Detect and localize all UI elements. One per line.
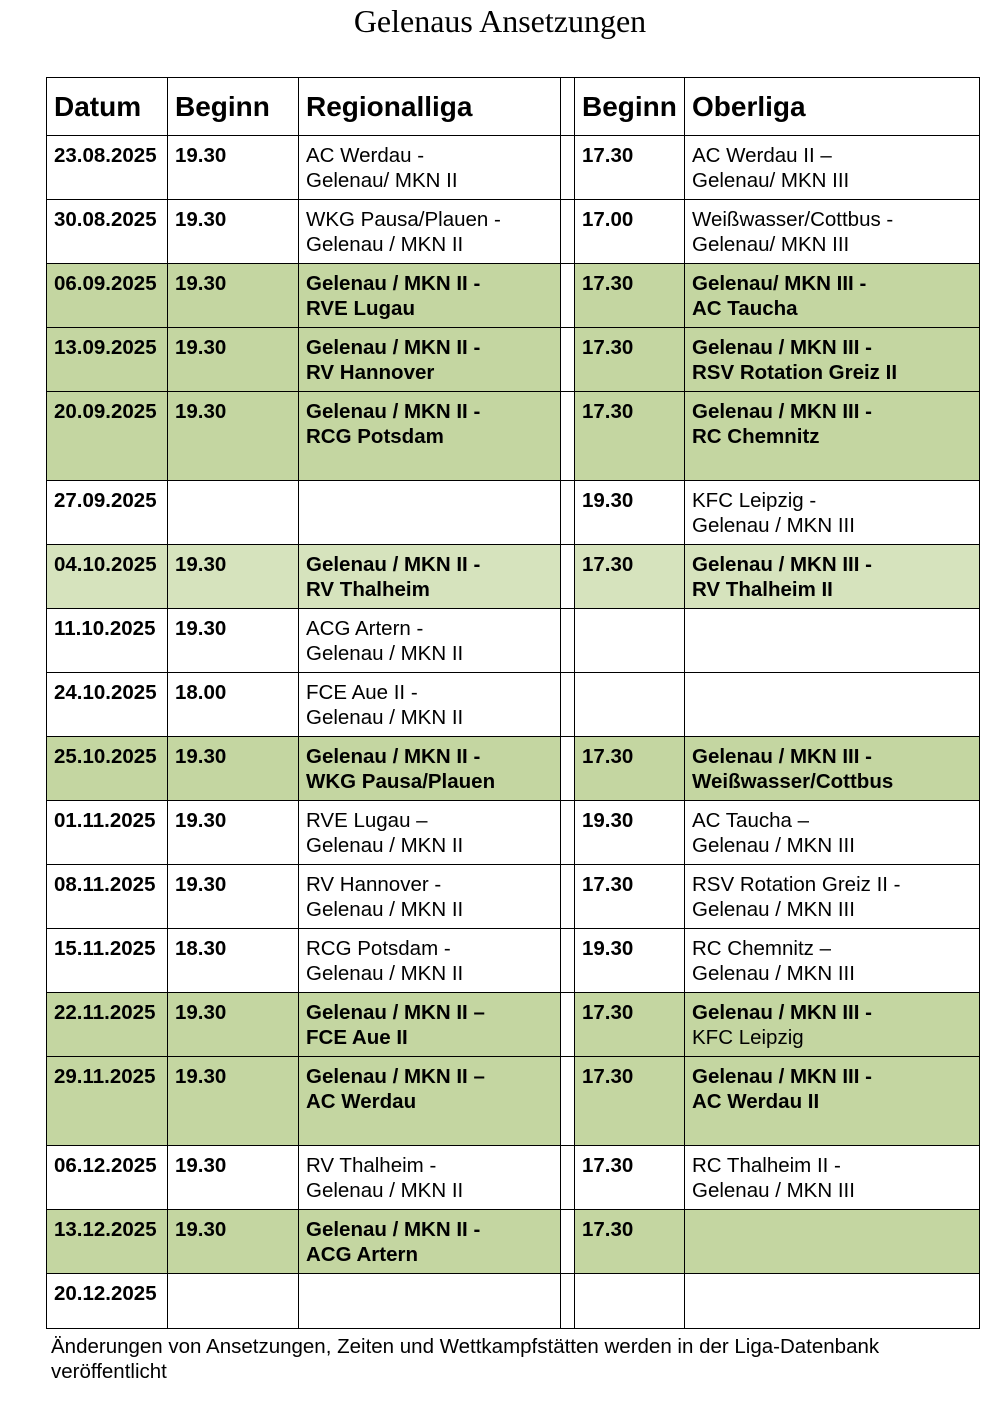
table-row	[47, 1057, 980, 1146]
table-row	[47, 737, 980, 801]
table-row	[47, 264, 980, 328]
match-oberliga-line: RC Chemnitz –	[692, 937, 831, 960]
column-gap	[561, 1146, 575, 1210]
table-row	[47, 136, 980, 200]
match-regionalliga	[299, 1210, 561, 1274]
time-cell-regionalliga: 19.30	[168, 328, 299, 392]
match-regionalliga	[299, 993, 561, 1057]
header-row	[47, 78, 980, 136]
column-gap	[561, 481, 575, 545]
page-title: Gelenaus Ansetzungen	[353, 3, 647, 39]
table-row	[47, 1210, 980, 1274]
match-oberliga-line: RSV Rotation Greiz II	[692, 361, 898, 384]
match-regionalliga	[299, 929, 561, 993]
match-regionalliga-line: FCE Aue II -	[306, 681, 418, 704]
match-oberliga	[685, 481, 980, 545]
column-gap	[561, 78, 575, 136]
date-cell: 08.11.2025	[47, 865, 168, 929]
time-cell-oberliga: 17.30	[575, 136, 685, 200]
match-oberliga	[685, 1146, 980, 1210]
time-cell-oberliga	[575, 609, 685, 673]
match-oberliga	[685, 1057, 980, 1146]
match-oberliga	[685, 993, 980, 1057]
column-gap	[561, 865, 575, 929]
time-cell-regionalliga: 19.30	[168, 993, 299, 1057]
time-cell-regionalliga: 18.30	[168, 929, 299, 993]
column-gap	[561, 545, 575, 609]
table-row	[47, 1274, 980, 1329]
date-cell: 11.10.2025	[47, 609, 168, 673]
match-oberliga-line: Weißwasser/Cottbus -	[692, 208, 894, 231]
match-regionalliga-line: Gelenau / MKN II -	[306, 272, 481, 295]
table-row	[47, 200, 980, 264]
time-cell-regionalliga: 19.30	[168, 1210, 299, 1274]
match-regionalliga-line: Gelenau / MKN II -	[306, 1218, 481, 1241]
match-oberliga	[685, 609, 980, 673]
match-regionalliga	[299, 481, 561, 545]
schedule-body	[47, 136, 980, 1329]
match-regionalliga-line: Gelenau / MKN II –	[306, 1065, 485, 1088]
time-cell-oberliga: 17.30	[575, 545, 685, 609]
match-oberliga-line: Gelenau / MKN III -	[692, 1065, 872, 1088]
time-cell-regionalliga: 19.30	[168, 392, 299, 481]
column-gap	[561, 328, 575, 392]
match-regionalliga-line: Gelenau / MKN II	[306, 1179, 464, 1202]
match-regionalliga-line: WKG Pausa/Plauen	[306, 770, 496, 793]
match-oberliga	[685, 1274, 980, 1329]
match-regionalliga-line: Gelenau / MKN II -	[306, 336, 481, 359]
date-cell: 01.11.2025	[47, 801, 168, 865]
match-oberliga-line: Gelenau/ MKN III	[692, 169, 850, 192]
time-cell-regionalliga: 19.30	[168, 545, 299, 609]
time-cell-regionalliga: 19.30	[168, 801, 299, 865]
time-cell-regionalliga: 19.30	[168, 609, 299, 673]
table-row	[47, 865, 980, 929]
column-gap	[561, 929, 575, 993]
match-oberliga-line: RC Thalheim II -	[692, 1154, 841, 1177]
table-row	[47, 673, 980, 737]
match-oberliga	[685, 328, 980, 392]
table-row	[47, 801, 980, 865]
match-regionalliga	[299, 1146, 561, 1210]
column-gap	[561, 1274, 575, 1329]
match-regionalliga-line: Gelenau / MKN II	[306, 233, 464, 256]
time-cell-oberliga: 19.30	[575, 801, 685, 865]
time-cell-oberliga: 17.30	[575, 392, 685, 481]
match-oberliga-line: RV Thalheim II	[692, 578, 833, 601]
match-regionalliga-line: RV Hannover -	[306, 873, 442, 896]
date-cell: 29.11.2025	[47, 1057, 168, 1146]
time-cell-regionalliga: 19.30	[168, 1146, 299, 1210]
header-beginn-regionalliga: Beginn	[168, 78, 299, 136]
column-gap	[561, 136, 575, 200]
match-oberliga-line: KFC Leipzig	[692, 1026, 804, 1049]
match-regionalliga	[299, 609, 561, 673]
match-oberliga-line: AC Taucha	[692, 297, 798, 320]
time-cell-regionalliga: 19.30	[168, 865, 299, 929]
match-oberliga-line: Gelenau / MKN III	[692, 1179, 855, 1202]
time-cell-oberliga: 17.30	[575, 993, 685, 1057]
match-regionalliga	[299, 737, 561, 801]
time-cell-oberliga: 17.30	[575, 1057, 685, 1146]
match-regionalliga	[299, 801, 561, 865]
footer-note	[51, 1335, 951, 1384]
match-regionalliga-line: RV Hannover	[306, 361, 435, 384]
match-oberliga-line: AC Werdau II	[692, 1090, 820, 1113]
header-datum: Datum	[47, 78, 168, 136]
match-oberliga-line: Weißwasser/Cottbus	[692, 770, 894, 793]
column-gap	[561, 1210, 575, 1274]
footer-line: Änderungen von Ansetzungen, Zeiten und Wettkampfstätten werden in der Liga-Datenbank	[51, 1335, 880, 1358]
time-cell-oberliga	[575, 673, 685, 737]
match-regionalliga-line: AC Werdau	[306, 1090, 417, 1113]
time-cell-oberliga	[575, 1274, 685, 1329]
match-oberliga-line: RSV Rotation Greiz II -	[692, 873, 901, 896]
match-oberliga-line: Gelenau / MKN III -	[692, 1001, 872, 1024]
match-regionalliga-line: Gelenau / MKN II	[306, 642, 464, 665]
time-cell-regionalliga: 19.30	[168, 136, 299, 200]
match-regionalliga-line: RCG Potsdam -	[306, 937, 451, 960]
column-gap	[561, 993, 575, 1057]
time-cell-oberliga: 19.30	[575, 481, 685, 545]
match-oberliga	[685, 1210, 980, 1274]
column-gap	[561, 1057, 575, 1146]
time-cell-regionalliga: 19.30	[168, 1057, 299, 1146]
match-oberliga-line: AC Taucha –	[692, 809, 810, 832]
match-regionalliga-line: RCG Potsdam	[306, 425, 444, 448]
match-regionalliga-line: Gelenau / MKN II	[306, 898, 464, 921]
match-regionalliga	[299, 865, 561, 929]
match-oberliga-line: Gelenau / MKN III -	[692, 336, 872, 359]
match-regionalliga	[299, 264, 561, 328]
match-regionalliga-line: RVE Lugau	[306, 297, 415, 320]
header-beginn-oberliga: Beginn	[575, 78, 685, 136]
time-cell-regionalliga: 19.30	[168, 200, 299, 264]
time-cell-regionalliga: 19.30	[168, 264, 299, 328]
match-regionalliga-line: WKG Pausa/Plauen -	[306, 208, 501, 231]
match-regionalliga	[299, 545, 561, 609]
table-row	[47, 609, 980, 673]
header-regionalliga: Regionalliga	[299, 78, 561, 136]
column-gap	[561, 737, 575, 801]
match-regionalliga-line: ACG Artern -	[306, 617, 424, 640]
date-cell: 06.09.2025	[47, 264, 168, 328]
match-regionalliga	[299, 328, 561, 392]
match-oberliga-line: AC Werdau II –	[692, 144, 832, 167]
table-row	[47, 993, 980, 1057]
match-regionalliga-line: RVE Lugau –	[306, 809, 428, 832]
match-oberliga-line: Gelenau / MKN III	[692, 962, 855, 985]
match-regionalliga	[299, 1274, 561, 1329]
match-oberliga	[685, 545, 980, 609]
match-regionalliga-line: AC Werdau -	[306, 144, 425, 167]
match-regionalliga-line: RV Thalheim	[306, 578, 430, 601]
date-cell: 27.09.2025	[47, 481, 168, 545]
match-regionalliga-line: Gelenau / MKN II -	[306, 745, 481, 768]
match-oberliga	[685, 392, 980, 481]
match-regionalliga-line: Gelenau/ MKN II	[306, 169, 458, 192]
time-cell-oberliga: 17.30	[575, 264, 685, 328]
match-regionalliga-line: ACG Artern	[306, 1243, 418, 1266]
match-oberliga	[685, 737, 980, 801]
table-row	[47, 328, 980, 392]
date-cell: 23.08.2025	[47, 136, 168, 200]
header-oberliga: Oberliga	[685, 78, 980, 136]
match-regionalliga	[299, 1057, 561, 1146]
footer-line: veröffentlicht	[51, 1359, 167, 1383]
match-oberliga-line: RC Chemnitz	[692, 425, 820, 448]
column-gap	[561, 200, 575, 264]
match-oberliga	[685, 264, 980, 328]
schedule-table	[46, 77, 980, 1329]
match-regionalliga	[299, 200, 561, 264]
column-gap	[561, 673, 575, 737]
match-oberliga-line: Gelenau / MKN III	[692, 514, 855, 537]
match-regionalliga-line: Gelenau / MKN II	[306, 962, 464, 985]
match-regionalliga-line: Gelenau / MKN II -	[306, 553, 481, 576]
time-cell-oberliga: 19.30	[575, 929, 685, 993]
date-cell: 13.09.2025	[47, 328, 168, 392]
date-cell: 30.08.2025	[47, 200, 168, 264]
match-oberliga-line: Gelenau / MKN III -	[692, 745, 872, 768]
column-gap	[561, 264, 575, 328]
date-cell: 22.11.2025	[47, 993, 168, 1057]
match-regionalliga-line: RV Thalheim -	[306, 1154, 437, 1177]
time-cell-oberliga: 17.30	[575, 328, 685, 392]
time-cell-regionalliga	[168, 481, 299, 545]
table-row	[47, 1146, 980, 1210]
column-gap	[561, 609, 575, 673]
table-row	[47, 392, 980, 481]
time-cell-regionalliga	[168, 1274, 299, 1329]
match-regionalliga-line: Gelenau / MKN II -	[306, 400, 481, 423]
match-oberliga	[685, 865, 980, 929]
date-cell: 06.12.2025	[47, 1146, 168, 1210]
time-cell-regionalliga: 19.30	[168, 737, 299, 801]
match-regionalliga-line: Gelenau / MKN II	[306, 834, 464, 857]
match-regionalliga-line: Gelenau / MKN II	[306, 706, 464, 729]
match-oberliga-line: KFC Leipzig -	[692, 489, 817, 512]
match-oberliga	[685, 136, 980, 200]
column-gap	[561, 392, 575, 481]
match-regionalliga-line: FCE Aue II	[306, 1026, 408, 1049]
match-oberliga-line: Gelenau / MKN III -	[692, 553, 872, 576]
time-cell-regionalliga: 18.00	[168, 673, 299, 737]
column-gap	[561, 801, 575, 865]
time-cell-oberliga: 17.30	[575, 1146, 685, 1210]
date-cell: 15.11.2025	[47, 929, 168, 993]
date-cell: 20.12.2025	[47, 1274, 168, 1329]
match-oberliga	[685, 200, 980, 264]
match-oberliga-line: Gelenau / MKN III	[692, 834, 855, 857]
match-oberliga-line: Gelenau/ MKN III -	[692, 272, 867, 295]
match-oberliga	[685, 801, 980, 865]
match-regionalliga	[299, 392, 561, 481]
table-row	[47, 929, 980, 993]
match-oberliga-line: Gelenau / MKN III	[692, 898, 855, 921]
match-oberliga	[685, 929, 980, 993]
match-regionalliga	[299, 136, 561, 200]
time-cell-oberliga: 17.30	[575, 865, 685, 929]
date-cell: 04.10.2025	[47, 545, 168, 609]
match-oberliga-line: Gelenau / MKN III -	[692, 400, 872, 423]
time-cell-oberliga: 17.00	[575, 200, 685, 264]
time-cell-oberliga: 17.30	[575, 1210, 685, 1274]
table-row	[47, 481, 980, 545]
table-row	[47, 545, 980, 609]
match-regionalliga	[299, 673, 561, 737]
match-oberliga-line: Gelenau/ MKN III	[692, 233, 850, 256]
match-oberliga	[685, 673, 980, 737]
date-cell: 13.12.2025	[47, 1210, 168, 1274]
match-regionalliga-line: Gelenau / MKN II –	[306, 1001, 485, 1024]
date-cell: 25.10.2025	[47, 737, 168, 801]
date-cell: 24.10.2025	[47, 673, 168, 737]
date-cell: 20.09.2025	[47, 392, 168, 481]
time-cell-oberliga: 17.30	[575, 737, 685, 801]
